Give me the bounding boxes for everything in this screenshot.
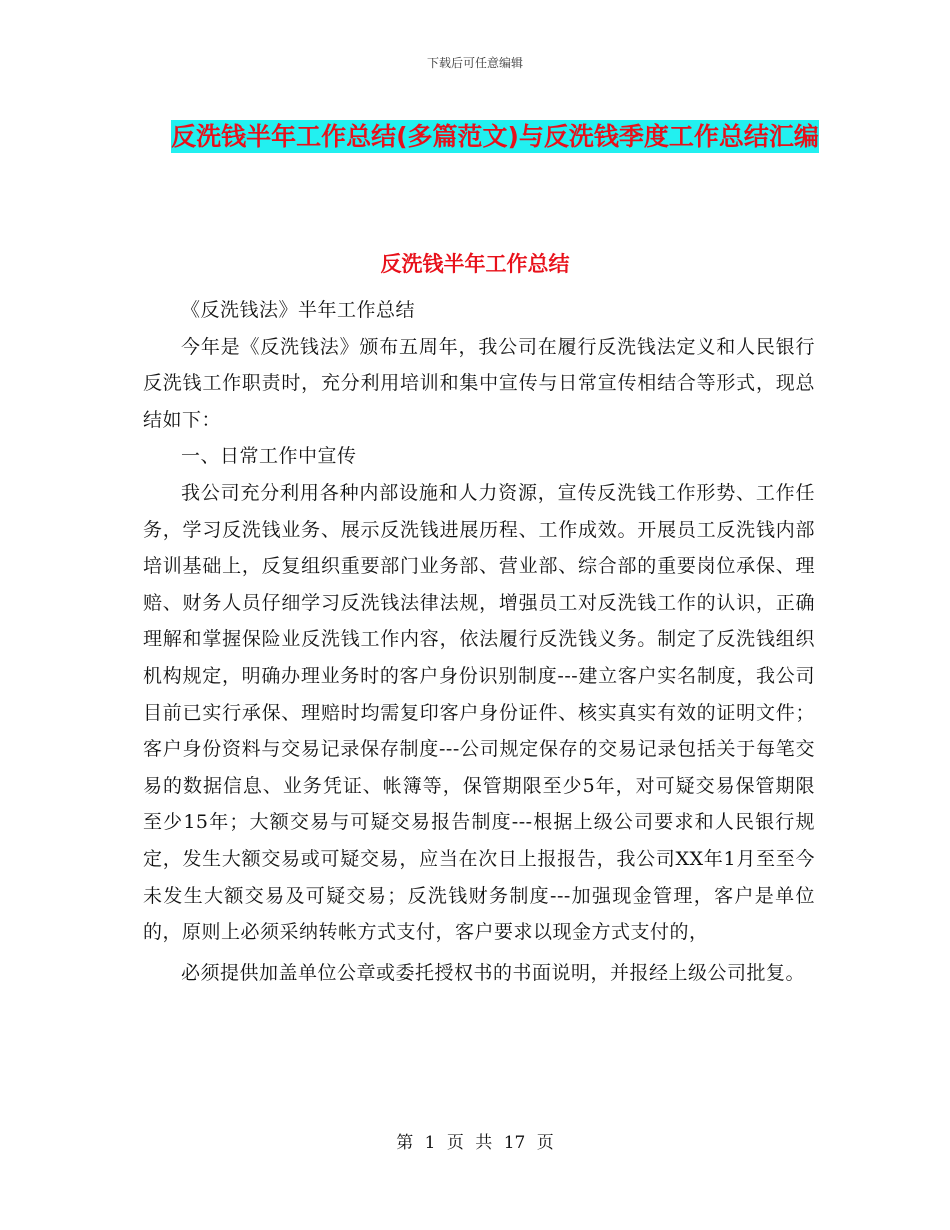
paragraph: 我公司充分利用各种内部设施和人力资源，宣传反洗钱工作形势、工作任务，学习反洗钱业务、展示反洗钱进展历程、工作成效。开展员工反洗钱内部培训基础上，反复组织重要部门业务部、营业部、综合部的重要岗位承保、理赔、财务人员仔细学习反洗钱法律法规，增强员工对反洗钱工作的认识，正确理解和掌握保险业反洗钱工作内容，依法履行反洗钱义务。制定了反洗钱组织机构规定，明确办理业务时的客户身份识别制度---建立客户实名制度，我公司目前已实行承保、理赔时均需复印客户身份证件、核实真实有效的证明文件；客户身份资料与交易记录保存制度---公司规定保存的交易记录包括关于每笔交易的数据信息、业务凭证、帐簿等，保管期限至少5年，对可疑交易保管期限至少15年；大额交易与可疑交易报告制度---根据上级公司要求和人民银行规定，发生大额交易或可疑交易，应当在次日上报报告，我公司XX年1月至至今未发生大额交易及可疑交易；反洗钱财务制度---加强现金管理，客户是单位的，原则上必须采纳转帐方式支付，客户要求以现金方式支付的， bbox=[143, 481, 815, 944]
paragraph: 一、日常工作中宣传 bbox=[181, 445, 357, 468]
section-title: 反洗钱半年工作总结 bbox=[380, 252, 570, 276]
paragraph: 今年是《反洗钱法》颁布五周年，我公司在履行反洗钱法定义和人民银行反洗钱工作职责时，充分利用培训和集中宣传与日常宣传相结合等形式，现总结如下： bbox=[143, 335, 815, 431]
body-text bbox=[143, 292, 815, 991]
paragraph: 必须提供加盖单位公章或委托授权书的书面说明，并报经上级公司批复。 bbox=[181, 961, 806, 984]
paragraph: 《反洗钱法》半年工作总结 bbox=[181, 299, 416, 321]
header-note: 下载后可任意编辑 bbox=[426, 56, 523, 70]
document-title-text: 反洗钱半年工作总结(多篇范文)与反洗钱季度工作总结汇编 bbox=[171, 122, 819, 151]
page-footer: 第 1 页 共 17 页 bbox=[396, 1133, 554, 1153]
document-title bbox=[150, 110, 840, 164]
